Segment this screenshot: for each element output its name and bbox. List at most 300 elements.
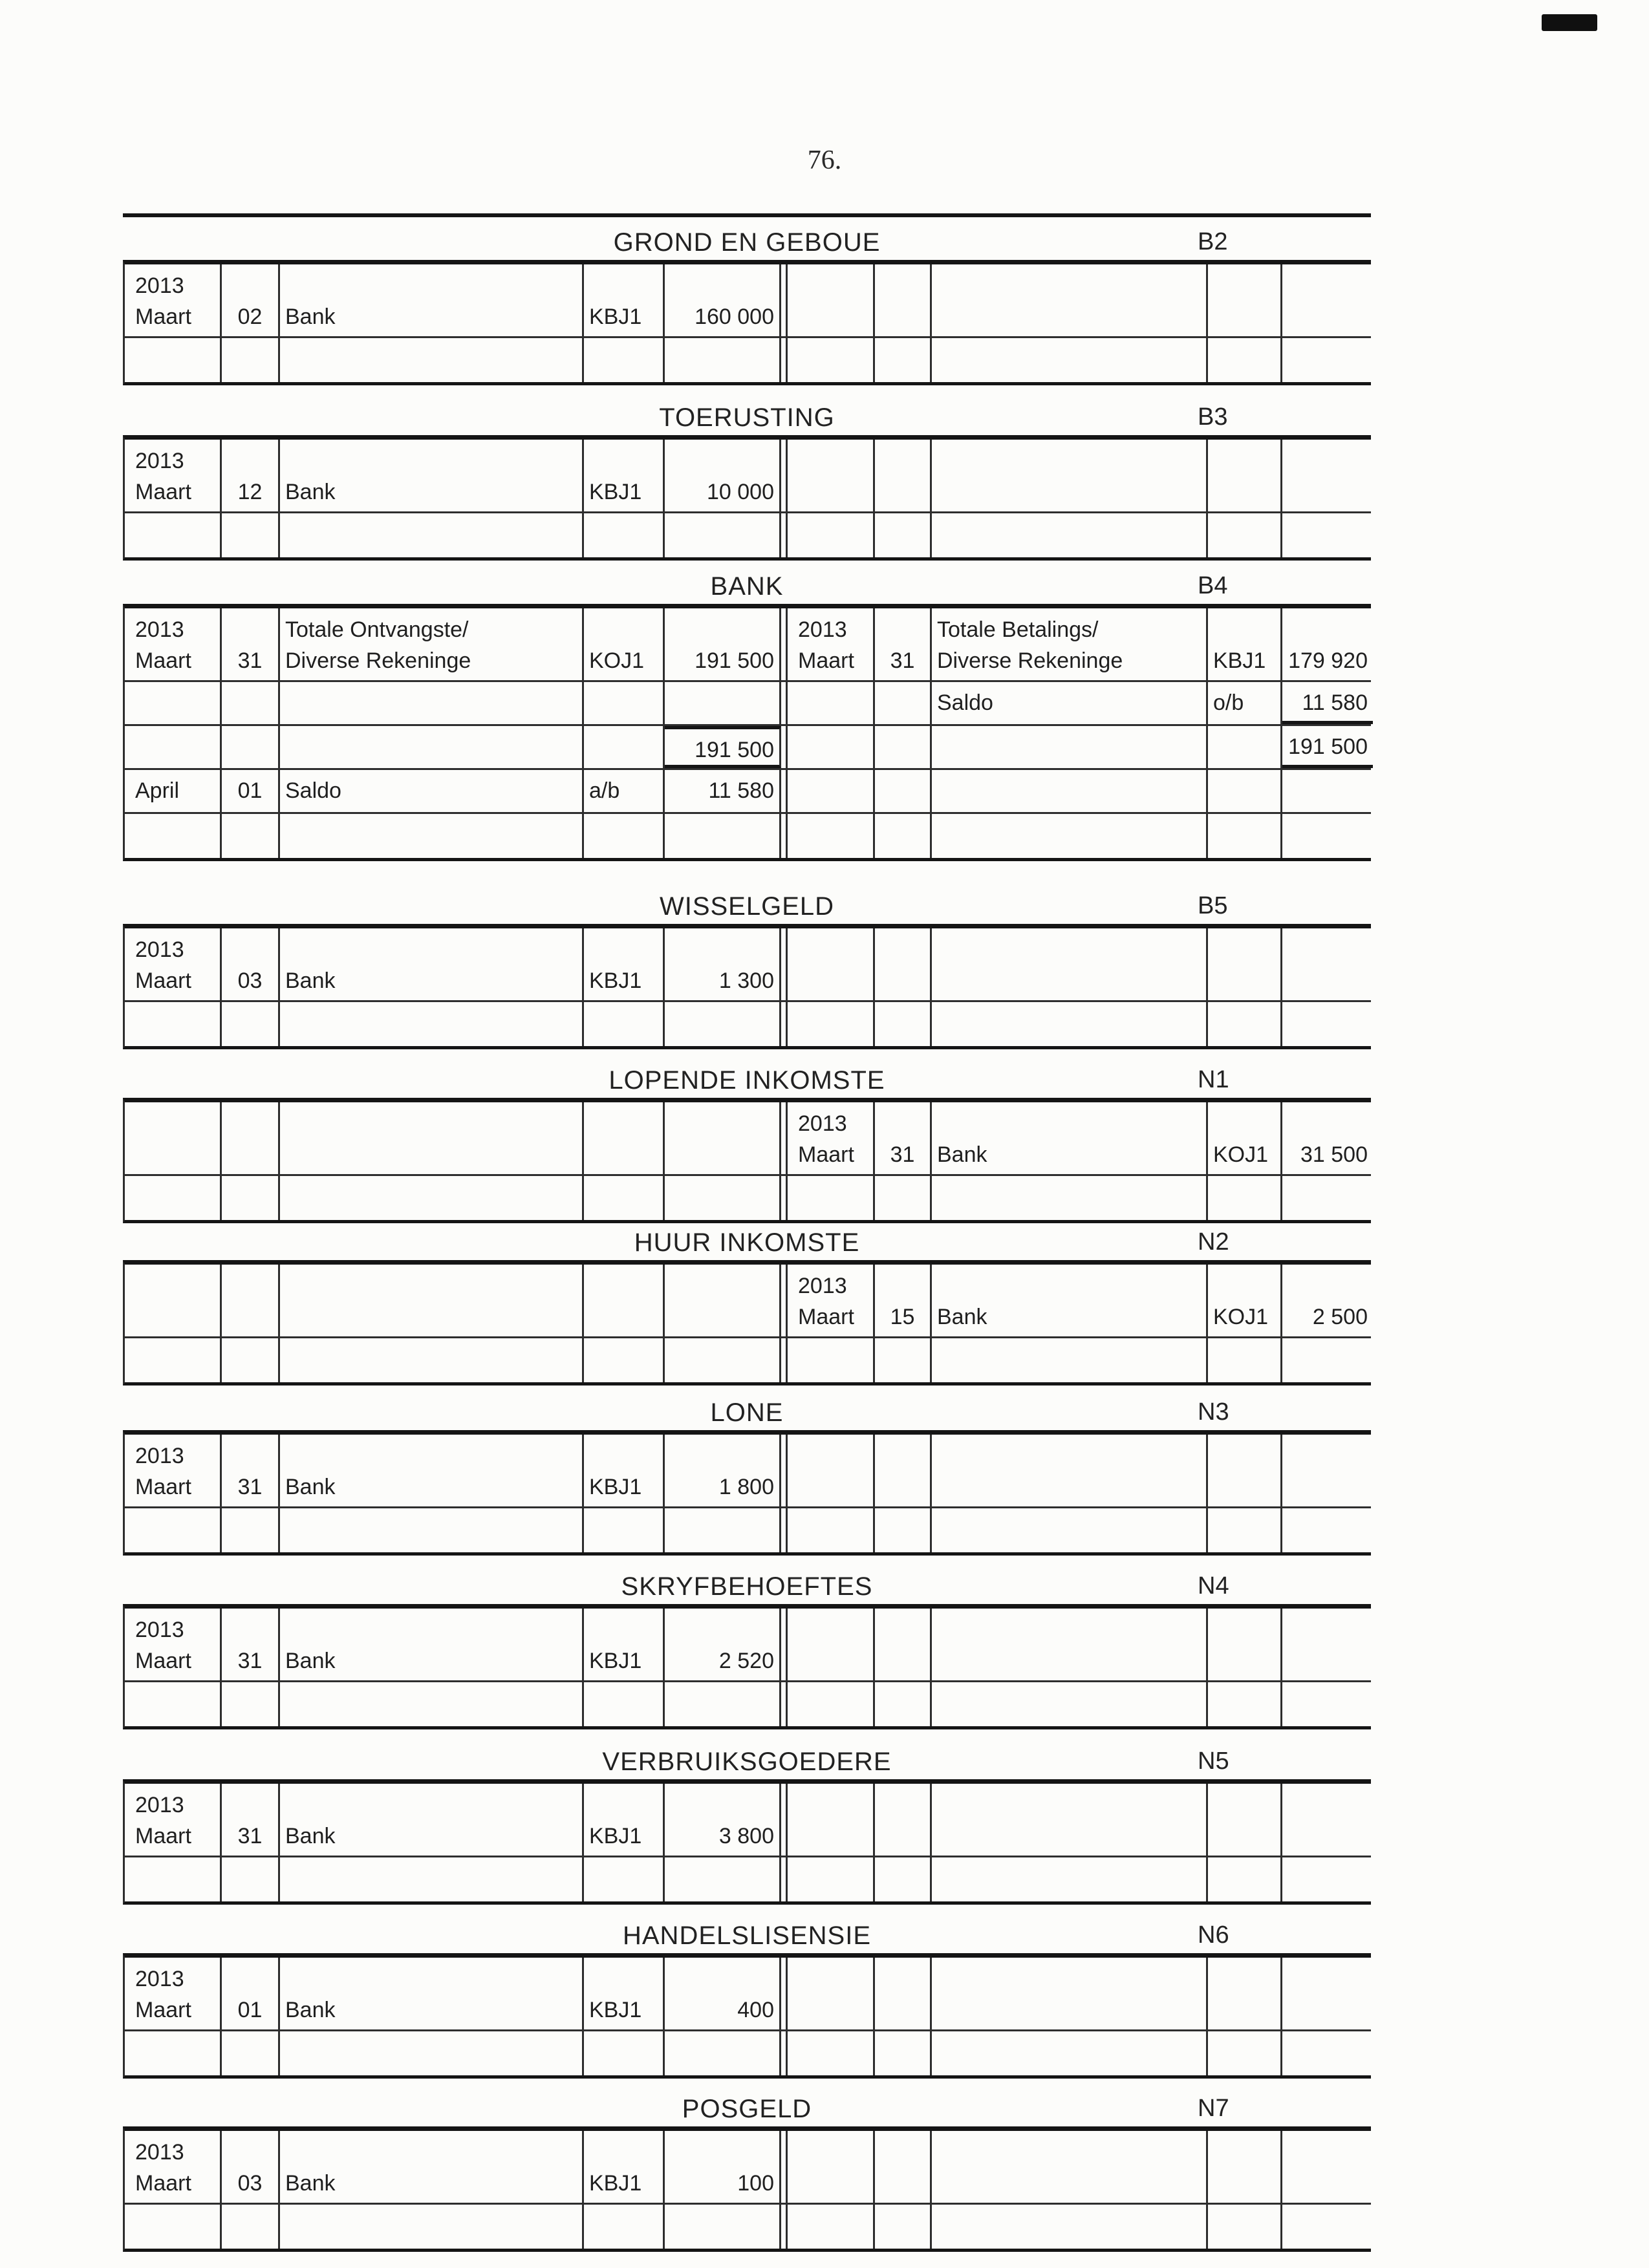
description-text: Totale Betalings/ [937, 617, 1099, 642]
folio-cell [584, 1435, 665, 1506]
folio-cell [584, 264, 665, 336]
description-text: Bank [285, 1998, 336, 2022]
folio-cell [1208, 440, 1282, 511]
folio-cell [584, 1002, 665, 1046]
folio-cell [1208, 2031, 1282, 2075]
day-cell [875, 814, 932, 858]
folio-cell [584, 1265, 665, 1336]
folio-ref: KBJ1 [589, 1824, 642, 1848]
date-cell [125, 1609, 222, 1680]
description-cell [280, 682, 584, 724]
day-cell [222, 264, 280, 336]
description-cell [932, 928, 1208, 1000]
date-cell [788, 814, 875, 858]
day-label: 02 [237, 305, 263, 329]
center-divider [781, 770, 788, 812]
account-header [123, 1746, 1371, 1779]
description-text: Bank [285, 1649, 336, 1673]
amount-cell [1282, 2031, 1373, 2075]
date-cell [125, 1176, 222, 1220]
day-cell [222, 682, 280, 724]
folio-cell [1208, 814, 1282, 858]
amount-cell [1282, 1508, 1373, 1552]
year-label: 2013 [135, 1444, 184, 1468]
description-cell [932, 513, 1208, 557]
account-section [123, 1396, 1371, 1556]
account-code: N2 [1198, 1228, 1229, 1256]
table-row [125, 682, 1371, 726]
date-cell [788, 338, 875, 382]
day-cell [222, 1784, 280, 1856]
description-cell [932, 1958, 1208, 2029]
amount-cell [665, 1102, 781, 1174]
account-title: POSGELD [682, 2095, 812, 2123]
center-divider [781, 2131, 788, 2203]
description-cell [280, 2131, 584, 2203]
folio-cell [584, 1784, 665, 1856]
folio-cell [584, 1857, 665, 1901]
table-row [125, 338, 1371, 382]
day-cell [222, 814, 280, 858]
amount-cell [1282, 814, 1373, 858]
description-cell [280, 264, 584, 336]
amount-cell [665, 1958, 781, 2029]
amount-value: 2 500 [1312, 1305, 1368, 1329]
account-code: N7 [1198, 2095, 1229, 2122]
folio-cell [584, 1958, 665, 2029]
day-label: 31 [237, 648, 263, 673]
account-code: N5 [1198, 1748, 1229, 1775]
description-text: Bank [285, 1824, 336, 1848]
date-cell [788, 1435, 875, 1506]
description-text: Saldo [937, 690, 993, 715]
amount-cell [1282, 1435, 1373, 1506]
day-cell [875, 1508, 932, 1552]
day-label: 03 [237, 968, 263, 993]
account-header [123, 2093, 1371, 2126]
description-cell [280, 440, 584, 511]
day-cell [222, 1609, 280, 1680]
description-cell [280, 1857, 584, 1901]
description-cell [280, 1338, 584, 1382]
day-label: 31 [237, 1649, 263, 1673]
day-cell [222, 1002, 280, 1046]
folio-ref: a/b [589, 778, 620, 803]
account-title: GROND EN GEBOUE [613, 228, 881, 257]
account-table [123, 1260, 1371, 1385]
center-divider [781, 1682, 788, 1726]
amount-cell [665, 1508, 781, 1552]
description-cell [932, 1435, 1208, 1506]
folio-cell [1208, 1102, 1282, 1174]
description-cell [280, 726, 584, 768]
amount-cell [1282, 264, 1373, 336]
description-text: Diverse Rekeninge [937, 648, 1123, 673]
date-cell [788, 2131, 875, 2203]
amount-value: 160 000 [695, 305, 774, 329]
table-row [125, 726, 1371, 770]
account-title: VERBRUIKSGOEDERE [602, 1748, 892, 1776]
date-cell [788, 264, 875, 336]
description-cell [280, 608, 584, 680]
month-label: April [135, 778, 180, 803]
folio-cell [584, 608, 665, 680]
description-cell [280, 1958, 584, 2029]
description-text: Bank [285, 968, 336, 993]
folio-ref: KBJ1 [589, 1649, 642, 1673]
date-cell [125, 1682, 222, 1726]
table-row [125, 2205, 1371, 2249]
account-section [123, 401, 1371, 561]
date-cell [788, 2031, 875, 2075]
month-label: Maart [135, 648, 191, 673]
folio-cell [1208, 928, 1282, 1000]
folio-cell [1208, 1682, 1282, 1726]
table-row [125, 1958, 1371, 2031]
description-cell [280, 1435, 584, 1506]
account-table [123, 1098, 1371, 1223]
date-cell [788, 1338, 875, 1382]
description-cell [932, 264, 1208, 336]
folio-cell [1208, 608, 1282, 680]
account-title: WISSELGELD [659, 892, 835, 921]
account-section [123, 1064, 1371, 1223]
day-cell [222, 2131, 280, 2203]
amount-cell [1282, 1857, 1373, 1901]
day-label: 15 [890, 1305, 915, 1329]
day-cell [222, 1176, 280, 1220]
folio-cell [1208, 338, 1282, 382]
account-section [123, 890, 1371, 1049]
folio-ref: KBJ1 [589, 968, 642, 993]
folio-cell [584, 1609, 665, 1680]
year-label: 2013 [135, 617, 184, 642]
description-cell [932, 770, 1208, 812]
day-cell [875, 338, 932, 382]
description-cell [280, 1102, 584, 1174]
day-cell [875, 1338, 932, 1382]
table-row [125, 2131, 1371, 2205]
description-cell [932, 440, 1208, 511]
year-label: 2013 [135, 273, 184, 298]
folio-ref: KBJ1 [589, 305, 642, 329]
date-cell [125, 770, 222, 812]
account-table [123, 924, 1371, 1049]
center-divider [781, 1002, 788, 1046]
amount-cell [1282, 1265, 1373, 1336]
month-label: Maart [135, 305, 191, 329]
date-cell [125, 440, 222, 511]
month-label: Maart [135, 2171, 191, 2196]
account-header [123, 890, 1371, 924]
folio-ref: KOJ1 [1213, 1305, 1269, 1329]
scan-artifact-mark [1542, 14, 1597, 31]
amount-cell [665, 2205, 781, 2249]
day-cell [222, 2205, 280, 2249]
date-cell [788, 440, 875, 511]
day-cell [875, 928, 932, 1000]
description-cell [932, 1176, 1208, 1220]
day-cell [222, 770, 280, 812]
year-label: 2013 [798, 1274, 847, 1298]
folio-ref: KBJ1 [589, 1998, 642, 2022]
amount-value: 1 800 [718, 1475, 774, 1499]
account-header [123, 226, 1371, 260]
day-cell [875, 770, 932, 812]
date-cell [125, 928, 222, 1000]
account-table [123, 435, 1371, 561]
amount-cell [665, 1002, 781, 1046]
day-cell [222, 1508, 280, 1552]
folio-cell [584, 338, 665, 382]
description-cell [932, 2205, 1208, 2249]
description-cell [932, 682, 1208, 724]
amount-cell [1282, 1176, 1373, 1220]
amount-cell [665, 2131, 781, 2203]
amount-cell [665, 1682, 781, 1726]
center-divider [781, 1857, 788, 1901]
amount-value: 3 800 [718, 1824, 774, 1848]
date-cell [125, 608, 222, 680]
folio-cell [584, 513, 665, 557]
folio-cell [1208, 770, 1282, 812]
ledger [123, 0, 1371, 2268]
folio-cell [1208, 1958, 1282, 2029]
amount-cell [665, 338, 781, 382]
amount-cell [1282, 1338, 1373, 1382]
description-text: Bank [285, 480, 336, 504]
description-text: Bank [285, 1475, 336, 1499]
center-divider [781, 928, 788, 1000]
year-label: 2013 [135, 449, 184, 473]
day-cell [875, 264, 932, 336]
account-code: N6 [1198, 1921, 1229, 1949]
date-cell [125, 2031, 222, 2075]
description-cell [932, 1857, 1208, 1901]
description-cell [932, 2031, 1208, 2075]
folio-cell [584, 2031, 665, 2075]
amount-cell [665, 1435, 781, 1506]
folio-cell [1208, 513, 1282, 557]
day-label: 01 [237, 1998, 263, 2022]
amount-cell [665, 1265, 781, 1336]
description-cell [280, 513, 584, 557]
account-section [123, 2093, 1371, 2252]
amount-cell [665, 1609, 781, 1680]
account-title: HUUR INKOMSTE [634, 1228, 860, 1257]
folio-cell [584, 1682, 665, 1726]
amount-value: 1 300 [718, 968, 774, 993]
amount-value: 2 520 [718, 1649, 774, 1673]
date-cell [125, 1338, 222, 1382]
table-row [125, 608, 1371, 682]
date-cell [788, 682, 875, 724]
date-cell [125, 338, 222, 382]
center-divider [781, 1338, 788, 1382]
description-cell [932, 726, 1208, 768]
amount-cell [665, 440, 781, 511]
date-cell [125, 1508, 222, 1552]
folio-cell [1208, 1435, 1282, 1506]
day-cell [875, 726, 932, 768]
table-row [125, 1609, 1371, 1682]
date-cell [125, 1857, 222, 1901]
day-cell [222, 726, 280, 768]
account-header [123, 570, 1371, 604]
date-cell [788, 1958, 875, 2029]
amount-cell [1282, 2205, 1373, 2249]
account-table [123, 2126, 1371, 2252]
folio-ref: o/b [1213, 690, 1244, 715]
amount-cell [665, 1176, 781, 1220]
date-cell [788, 770, 875, 812]
date-cell [788, 1857, 875, 1901]
day-cell [875, 2131, 932, 2203]
amount-cell [1282, 682, 1373, 724]
folio-ref: KBJ1 [1213, 648, 1266, 673]
center-divider [781, 1958, 788, 2029]
date-cell [125, 2205, 222, 2249]
month-label: Maart [135, 480, 191, 504]
table-row [125, 440, 1371, 513]
date-cell [125, 726, 222, 768]
table-row [125, 1102, 1371, 1176]
folio-cell [584, 928, 665, 1000]
amount-value: 191 500 [695, 738, 774, 762]
description-cell [932, 1609, 1208, 1680]
day-label: 12 [237, 480, 263, 504]
date-cell [125, 264, 222, 336]
amount-cell [665, 608, 781, 680]
day-cell [875, 2031, 932, 2075]
amount-cell [665, 1784, 781, 1856]
amount-cell [665, 2031, 781, 2075]
table-row [125, 1435, 1371, 1508]
day-cell [875, 2205, 932, 2249]
center-divider [781, 338, 788, 382]
account-section [123, 1226, 1371, 1385]
account-table [123, 1779, 1371, 1905]
date-cell [788, 1784, 875, 1856]
account-title: SKRYFBEHOEFTES [621, 1572, 873, 1601]
account-header [123, 1570, 1371, 1604]
month-label: Maart [798, 1305, 854, 1329]
folio-cell [1208, 1609, 1282, 1680]
description-cell [932, 814, 1208, 858]
description-text: Bank [937, 1305, 987, 1329]
day-cell [222, 440, 280, 511]
folio-cell [1208, 2131, 1282, 2203]
description-cell [280, 928, 584, 1000]
day-cell [222, 1338, 280, 1382]
center-divider [781, 1265, 788, 1336]
year-label: 2013 [798, 1111, 847, 1136]
amount-cell [665, 513, 781, 557]
amount-cell [665, 1338, 781, 1382]
folio-cell [1208, 1784, 1282, 1856]
amount-cell [1282, 2131, 1373, 2203]
day-label: 31 [890, 1142, 915, 1167]
day-cell [875, 1435, 932, 1506]
amount-cell [665, 814, 781, 858]
amount-cell [665, 928, 781, 1000]
year-label: 2013 [798, 617, 847, 642]
amount-cell [1282, 1002, 1373, 1046]
day-cell [875, 1958, 932, 2029]
date-cell [788, 608, 875, 680]
month-label: Maart [798, 1142, 854, 1167]
date-cell [125, 1958, 222, 2029]
folio-cell [584, 1508, 665, 1552]
description-cell [280, 814, 584, 858]
table-row [125, 1338, 1371, 1382]
account-title: LONE [710, 1398, 784, 1427]
center-divider [781, 1609, 788, 1680]
center-divider [781, 513, 788, 557]
date-cell [125, 2131, 222, 2203]
account-header [123, 1920, 1371, 1953]
table-row [125, 814, 1371, 858]
description-text: Bank [285, 2171, 336, 2196]
folio-cell [584, 1176, 665, 1220]
amount-cell [1282, 338, 1373, 382]
table-row [125, 1508, 1371, 1552]
month-label: Maart [135, 1998, 191, 2022]
center-divider [781, 1176, 788, 1220]
day-cell [222, 608, 280, 680]
amount-cell [665, 264, 781, 336]
amount-cell [1282, 770, 1373, 812]
day-cell [875, 1002, 932, 1046]
amount-cell [1282, 1102, 1373, 1174]
day-cell [875, 1265, 932, 1336]
folio-cell [1208, 1857, 1282, 1901]
center-divider [781, 1508, 788, 1552]
month-label: Maart [135, 1475, 191, 1499]
description-cell [280, 2031, 584, 2075]
account-table [123, 1953, 1371, 2079]
date-cell [788, 513, 875, 557]
date-cell [125, 1435, 222, 1506]
day-label: 03 [237, 2171, 263, 2196]
date-cell [788, 2205, 875, 2249]
amount-value: 179 920 [1288, 648, 1368, 673]
day-cell [222, 1265, 280, 1336]
folio-cell [584, 2131, 665, 2203]
day-cell [875, 1102, 932, 1174]
amount-cell [665, 682, 781, 724]
date-cell [788, 928, 875, 1000]
account-code: N3 [1198, 1398, 1229, 1426]
date-cell [125, 1102, 222, 1174]
date-cell [788, 1002, 875, 1046]
folio-cell [584, 440, 665, 511]
day-cell [222, 1958, 280, 2029]
amount-cell [1282, 1682, 1373, 1726]
description-text: Bank [285, 305, 336, 329]
description-cell [932, 1265, 1208, 1336]
day-cell [875, 682, 932, 724]
folio-cell [584, 1102, 665, 1174]
account-table [123, 1604, 1371, 1729]
amount-cell [665, 770, 781, 812]
year-label: 2013 [135, 1967, 184, 1991]
account-code: B2 [1198, 228, 1228, 255]
description-cell [280, 338, 584, 382]
amount-cell [665, 1857, 781, 1901]
day-cell [222, 2031, 280, 2075]
year-label: 2013 [135, 1793, 184, 1817]
